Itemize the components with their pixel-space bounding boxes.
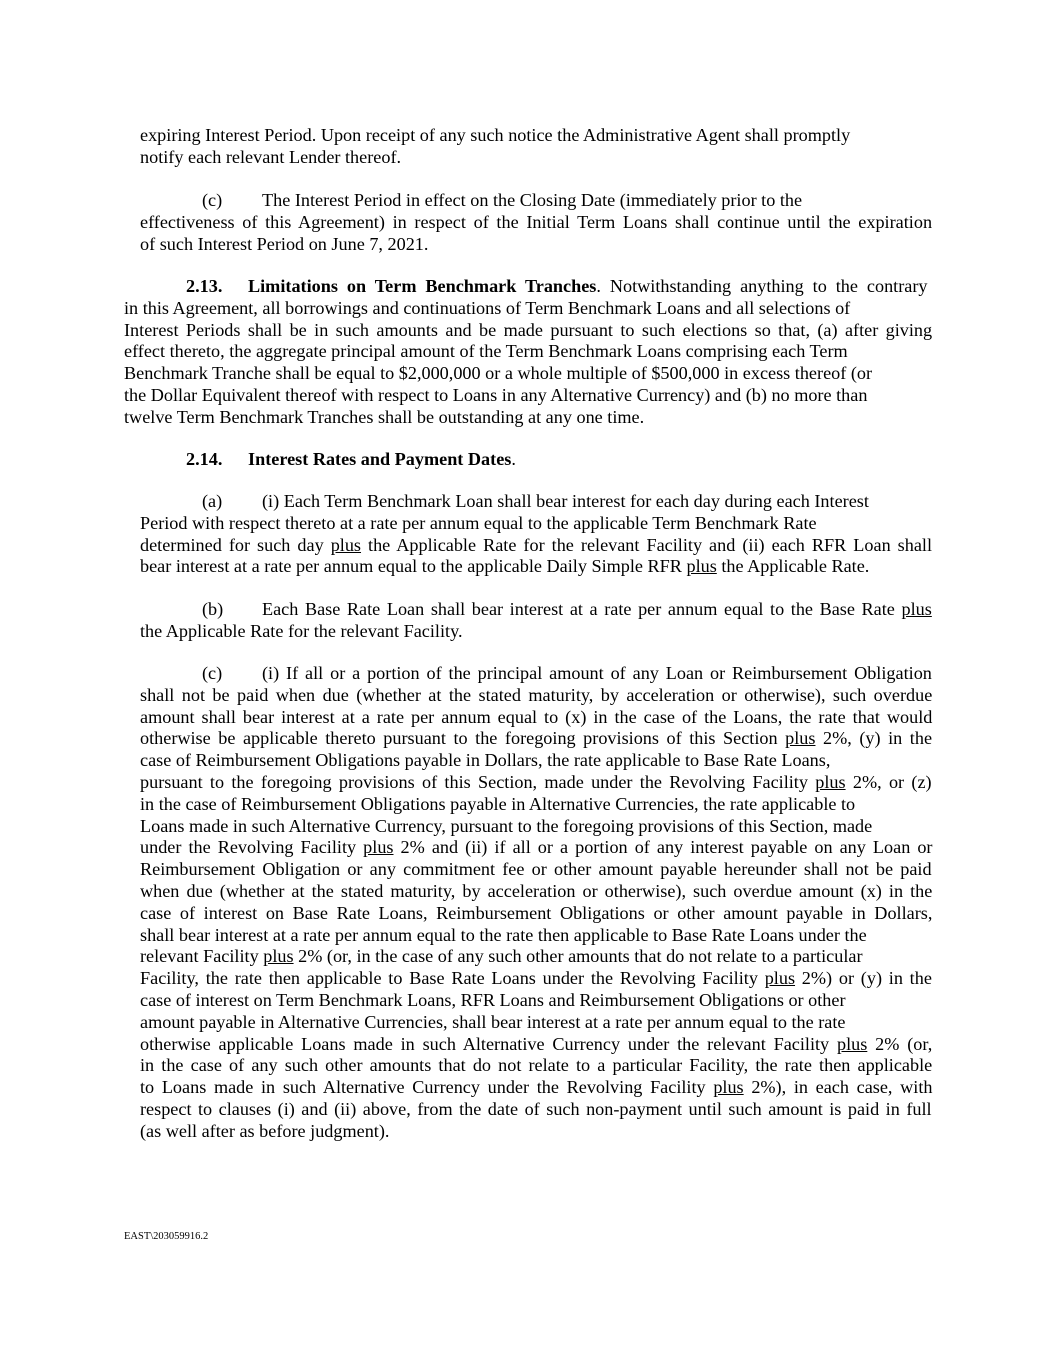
- text-line: Interest Periods shall be in such amounts and be made pursuant to such elections so that, (a) after giving: [124, 319, 933, 340]
- text-segment: determined for such day: [140, 534, 331, 555]
- plus-term: plus: [263, 946, 294, 967]
- text-line: in the case of Reimbursement Obligations payable in Alternative Currencies, the rate applicable to: [140, 793, 856, 814]
- clause-c-default-interest: [140, 663, 932, 1143]
- plus-term: plus: [836, 1033, 868, 1054]
- plus-term: plus: [815, 771, 846, 792]
- text-segment: otherwise be applicable thereto pursuant to the foregoing provisions of this Section: [140, 728, 786, 749]
- text-segment: otherwise applicable Loans made in such Alternative Currency under the relevant Facility: [140, 1033, 837, 1054]
- plus-term: plus: [785, 728, 816, 749]
- text-segment: 2%, or (z): [845, 771, 932, 792]
- section-2-13: [124, 276, 932, 429]
- text-line: Loans made in such Alternative Currency, pursuant to the foregoing provisions of this Section, made: [140, 815, 873, 836]
- text-line: the Dollar Equivalent thereof with respect to Loans in any Alternative Currency) and (b) no more than: [124, 384, 868, 405]
- text-line: respect to clauses (i) and (ii) above, from the date of such non-payment until such amount is paid in full: [140, 1098, 932, 1119]
- text-segment: bear interest at a rate per annum equal to the applicable Daily Simple RFR: [140, 556, 687, 577]
- text-line: shall not be paid when due (whether at the stated maturity, by acceleration or otherwise), such overdue: [140, 684, 933, 705]
- clause-b: [140, 599, 932, 643]
- document-footer-id: EAST\203059916.2: [124, 1231, 209, 1242]
- text-segment: to Loans made in such Alternative Currency under the Revolving Facility: [140, 1077, 714, 1098]
- text-segment: Facility, the rate then applicable to Base Rate Loans under the Revolving Facility: [140, 968, 765, 989]
- plus-term: plus: [901, 599, 932, 619]
- text-line: [140, 968, 932, 990]
- text-line: [140, 837, 932, 859]
- text-line: the Applicable Rate for the relevant Facility.: [140, 620, 463, 641]
- text-segment: 2%), in each case, with: [743, 1077, 933, 1098]
- text-line: amount shall bear interest at a rate per annum equal to (x) in the case of the Loans, the rate that would: [140, 706, 933, 727]
- text-line: [140, 663, 932, 685]
- text-line: in the case of any such other amounts that do not relate to a particular Facility, the rate then applicable: [140, 1055, 933, 1076]
- text-line: [140, 599, 932, 621]
- text-line: when due (whether at the stated maturity, by acceleration or otherwise), such overdue amount (x) in the: [140, 880, 933, 901]
- text-line: [140, 491, 932, 513]
- section-2-14-heading: [124, 449, 932, 471]
- text-segment: 2% and (ii) if all or a portion of any interest payable on any Loan or: [393, 837, 933, 858]
- text-line: twelve Term Benchmark Tranches shall be outstanding at any one time.: [124, 406, 645, 427]
- text-segment: . Notwithstanding anything to the contrary: [596, 276, 928, 296]
- text-line: [140, 1034, 932, 1056]
- text-line: [140, 772, 932, 794]
- plus-term: plus: [330, 534, 362, 555]
- text-segment: the Applicable Rate for the relevant Facility and (ii) each RFR Loan shall: [361, 534, 933, 555]
- text-line: in this Agreement, all borrowings and continuations of Term Benchmark Loans and all selections of: [124, 297, 851, 318]
- text-line: [124, 276, 932, 298]
- text-segment: 2% (or,: [867, 1033, 933, 1054]
- text-segment: the Applicable Rate.: [716, 556, 870, 577]
- clause-a: [140, 491, 932, 578]
- text-line: case of interest on Base Rate Loans, Reimbursement Obligations or other amount payable in Dollars,: [140, 902, 933, 923]
- section-number: 2.13.: [186, 276, 223, 296]
- text-line: shall bear interest at a rate per annum equal to the rate then applicable to Base Rate Loans under the: [140, 924, 867, 945]
- text-line: Reimbursement Obligation or any commitment fee or other amount payable hereunder shall not be paid: [140, 859, 932, 880]
- text-line: [140, 946, 932, 968]
- text-line: effect thereto, the aggregate principal amount of the Term Benchmark Loans comprising each Term: [124, 341, 848, 362]
- text-segment: (i) Each Term Benchmark Loan shall bear interest for each day during each Interest: [262, 491, 869, 511]
- clause-label: (b): [202, 599, 224, 619]
- text-line: Benchmark Tranche shall be equal to $2,000,000 or a whole multiple of $500,000 in excess thereof (or: [124, 363, 873, 384]
- plus-term: plus: [713, 1077, 744, 1098]
- text-segment: pursuant to the foregoing provisions of this Section, made under the Revolving Facility: [140, 771, 816, 792]
- section-heading: Limitations on Term Benchmark Tranches: [248, 276, 597, 296]
- text-segment: relevant Facility: [140, 946, 264, 967]
- clause-label: (c): [202, 663, 223, 683]
- text-line: case of interest on Term Benchmark Loans, RFR Loans and Reimbursement Obligations or other: [140, 989, 846, 1010]
- section-number: 2.14.: [186, 449, 223, 469]
- text-segment: .: [511, 449, 516, 469]
- text-segment: 2%) or (y) in the: [795, 968, 932, 989]
- text-segment: (i) If all or a portion of the principal amount of any Loan or Reimbursement Obligation: [262, 663, 932, 683]
- text-segment: 2% (or, in the case of any such other amounts that do not relate to a particular: [293, 946, 863, 967]
- text-line: [140, 728, 932, 750]
- text-line: [140, 1077, 932, 1099]
- clause-c-interest-period: [140, 190, 932, 255]
- plus-term: plus: [686, 556, 717, 577]
- text-line: notify each relevant Lender thereof.: [140, 146, 402, 167]
- text-line: [124, 449, 932, 471]
- text-line: [140, 556, 932, 578]
- text-line: [140, 190, 932, 212]
- text-line: (as well after as before judgment).: [140, 1120, 390, 1141]
- plus-term: plus: [764, 968, 796, 989]
- text-line: [140, 535, 932, 557]
- text-segment: under the Revolving Facility: [140, 837, 364, 858]
- text-line: effectiveness of this Agreement) in respect of the Initial Term Loans shall continue until the expiration: [140, 211, 933, 232]
- plus-term: plus: [363, 837, 394, 858]
- text-line: case of Reimbursement Obligations payable in Dollars, the rate applicable to Base Rate Loans,: [140, 750, 831, 771]
- text-segment: The Interest Period in effect on the Closing Date (immediately prior to the: [262, 190, 803, 210]
- text-segment: 2%, (y) in the: [815, 728, 933, 749]
- text-line: Period with respect thereto at a rate per annum equal to the applicable Term Benchmark Rate: [140, 512, 817, 533]
- text-segment: Each Base Rate Loan shall bear interest at a rate per annum equal to the Base Rate: [262, 599, 902, 619]
- section-heading: Interest Rates and Payment Dates: [248, 449, 512, 469]
- continuation-paragraph: [140, 125, 932, 169]
- text-line: of such Interest Period on June 7, 2021.: [140, 233, 429, 254]
- clause-label: (a): [202, 491, 223, 511]
- clause-label: (c): [202, 190, 223, 210]
- text-line: expiring Interest Period. Upon receipt of any such notice the Administrative Agent shall promptly: [140, 125, 851, 145]
- text-line: amount payable in Alternative Currencies, shall bear interest at a rate per annum equal to the rate: [140, 1011, 846, 1032]
